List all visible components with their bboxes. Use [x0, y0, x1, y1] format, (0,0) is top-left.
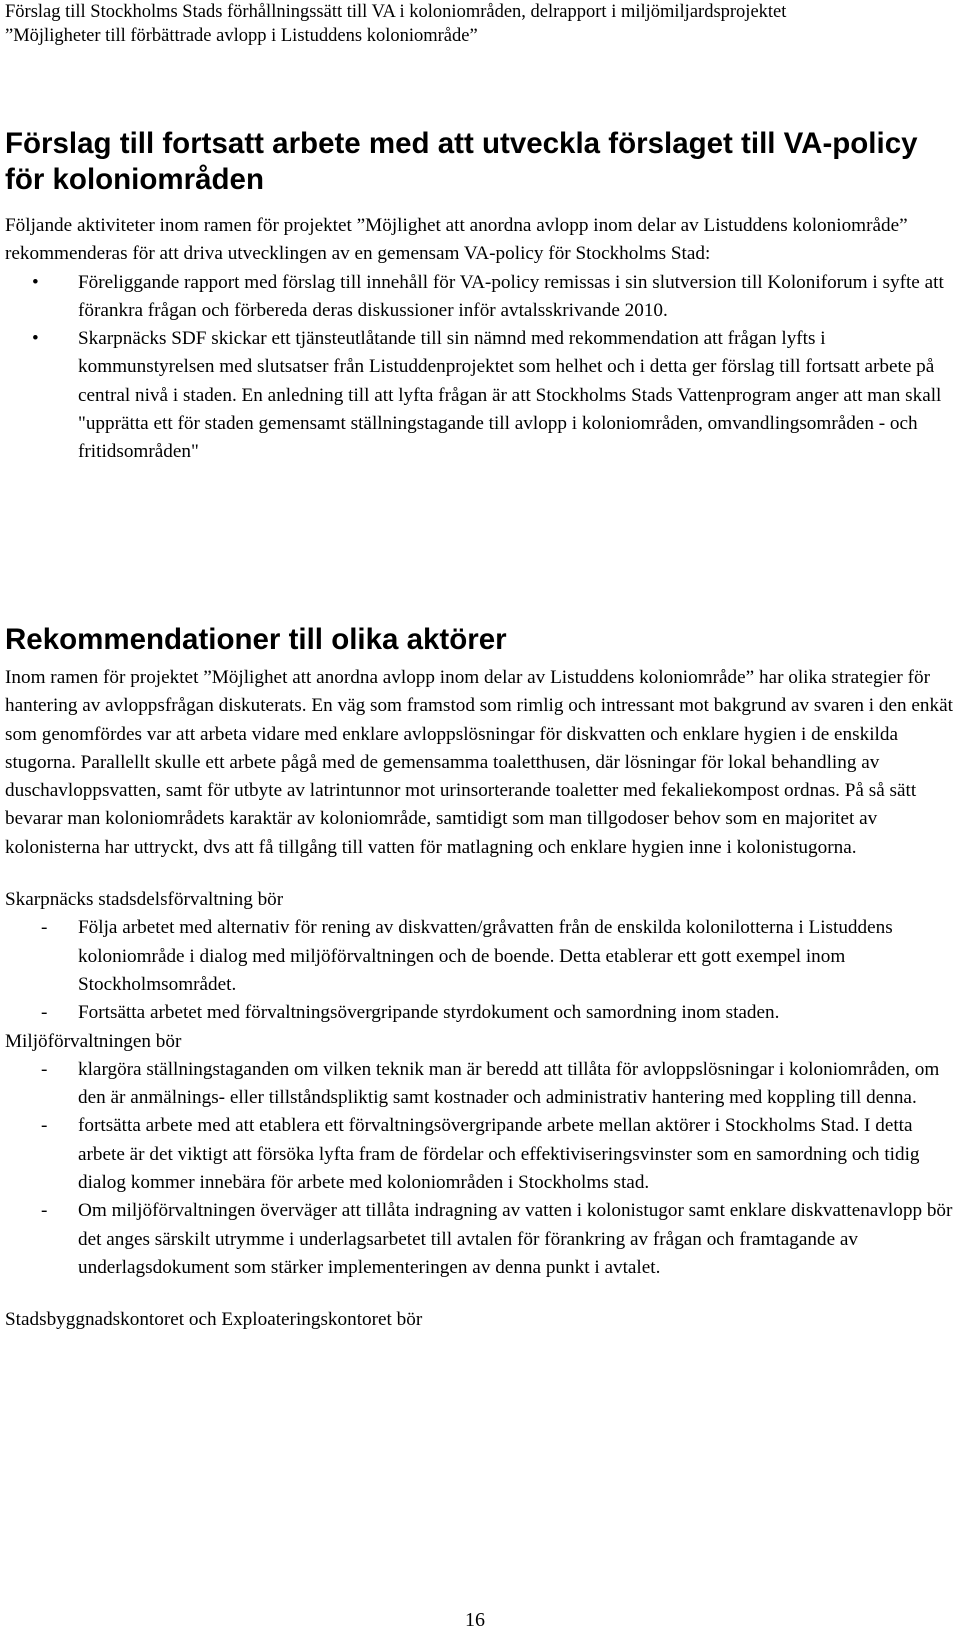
dash-icon: - [41, 1200, 48, 1222]
list-item [5, 325, 955, 466]
recommendations-paragraph: Inom ramen för projektet ”Möjlighet att anordna avlopp inom delar av Listuddens koloniområde” har olika strategier för hantering av avloppsfrågan diskuterats. En väg som framstod som rimlig och intressant mot bakgrund av svaren i den enkät som genomfördes var att arbeta vidare med enklare avloppslösningar för diskvatten och enklare hygien i de enskilda stugorna. Parallellt skulle ett arbete pågå med de gemensamma toaletthusen, där lösningar för lokal behandling av duschavloppsvatten, samt för utbyte av latrintunnor mot urinsorterande toaletter med fekaliekompost ordnas. På så sätt bevarar man koloniområdets karaktär av koloniområde, samtidigt som man tillgodoser behov som en majoritet av kolonisterna har uttryckt, dvs att få tillgång till vatten för matlagning och enklare hygien inne i kolonistugorna. [5, 667, 953, 858]
activity-bullet-list [5, 269, 955, 467]
actor-title-stadsbyggnadskontoret: Stadsbyggnadskontoret och Exploateringskontoret bör [5, 1309, 423, 1331]
running-header [5, 0, 950, 48]
actor-list-skarpnack [5, 914, 955, 1027]
dash-icon: - [41, 1058, 48, 1080]
bullet-text: Skarpnäcks SDF skickar ett tjänsteutlåtande till sin nämnd med rekommendation att frågan lyfts i kommunstyrelsen med slutsatser från Listuddenprojektet som helhet och i detta ger förslag till fortsatt arbete på central nivå i staden. En anledning till att lyfta frågan är att Stockholms Stads Vattenprogram anger att man skall "upprätta ett för staden gemensamt ställningstagande till avlopp i koloniområden, omvandlingsområden - och fritidsområden" [78, 328, 942, 463]
actor-list-miljoforvaltningen [5, 1056, 955, 1282]
list-item [5, 1112, 955, 1197]
bullet-icon: • [32, 271, 39, 293]
section-heading-fortsatt-arbete: Förslag till fortsatt arbete med att utveckla förslaget till VA-policy för koloniområden [5, 127, 918, 196]
list-item-text: Om miljöförvaltningen överväger att tillåta indragning av vatten i kolonistugor samt enklare diskvattenavlopp bör det anges särskilt utrymme i underlagsarbetet till avtalen för förankring av frågan och framtagande av underlagsdokument som stärker implementeringen av denna punkt i avtalet. [78, 1200, 953, 1278]
running-header-line-2: ”Möjligheter till förbättrade avlopp i Listuddens koloniområde” [5, 26, 478, 46]
list-item [5, 999, 955, 1027]
actor-title-skarpnack: Skarpnäcks stadsdelsförvaltning bör [5, 889, 284, 911]
bullet-text: Föreliggande rapport med förslag till innehåll för VA-policy remissas i sin slutversion till Koloniforum i syfte att förankra frågan och förbereda deras diskussioner inför avtalsskrivande 2010. [78, 271, 944, 321]
list-item [5, 914, 955, 999]
dash-icon: - [41, 917, 48, 939]
section-fortsatt-arbete-body [5, 212, 955, 467]
dash-icon: - [41, 1115, 48, 1137]
actor-title-miljoforvaltningen: Miljöförvaltningen bör [5, 1030, 182, 1052]
list-item [5, 1056, 955, 1113]
list-item-text: klargöra ställningstaganden om vilken teknik man är beredd att tillåta för avloppslösningar i koloniområden, om den är anmälnings- eller tillståndspliktig samt kostnader och administrativ hantering med koppling till denna. [78, 1058, 940, 1109]
list-item [5, 1197, 955, 1282]
list-item-text: Fortsätta arbetet med förvaltningsövergripande styrdokument och samordning inom staden. [78, 1002, 780, 1024]
intro-paragraph: Följande aktiviteter inom ramen för projektet ”Möjlighet att anordna avlopp inom delar av Listuddens koloniområde” rekommenderas för att driva utvecklingen av en gemensam VA-policy för Stockholms Stad: [5, 215, 908, 265]
list-item-text: Följa arbetet med alternativ för rening av diskvatten/gråvatten från de enskilda kolonilotterna i Listuddens koloniområde i dialog med miljöförvaltningen och de boende. Detta etablerar ett gott exempel inom Stockholmsområdet. [78, 917, 893, 995]
bullet-icon: • [32, 328, 39, 350]
running-header-line-1: Förslag till Stockholms Stads förhållningssätt till VA i koloniområden, delrapport i miljömiljardsprojektet [5, 2, 787, 22]
section-heading-rekommendationer: Rekommendationer till olika aktörer [5, 623, 507, 656]
list-item-text: fortsätta arbete med att etablera ett förvaltningsövergripande arbete mellan aktörer i Stockholms Stad. I detta arbete är det viktigt att försöka lyfta fram de fördelar och effektiviseringsvinster som en samordning och tidig dialog kommer innebära för arbete med koloniområden i Stockholms stad. [78, 1115, 920, 1194]
section-rekommendationer-body [5, 664, 955, 1335]
dash-icon: - [41, 1002, 48, 1024]
list-item [5, 269, 955, 326]
page-number: 16 [465, 1609, 485, 1631]
